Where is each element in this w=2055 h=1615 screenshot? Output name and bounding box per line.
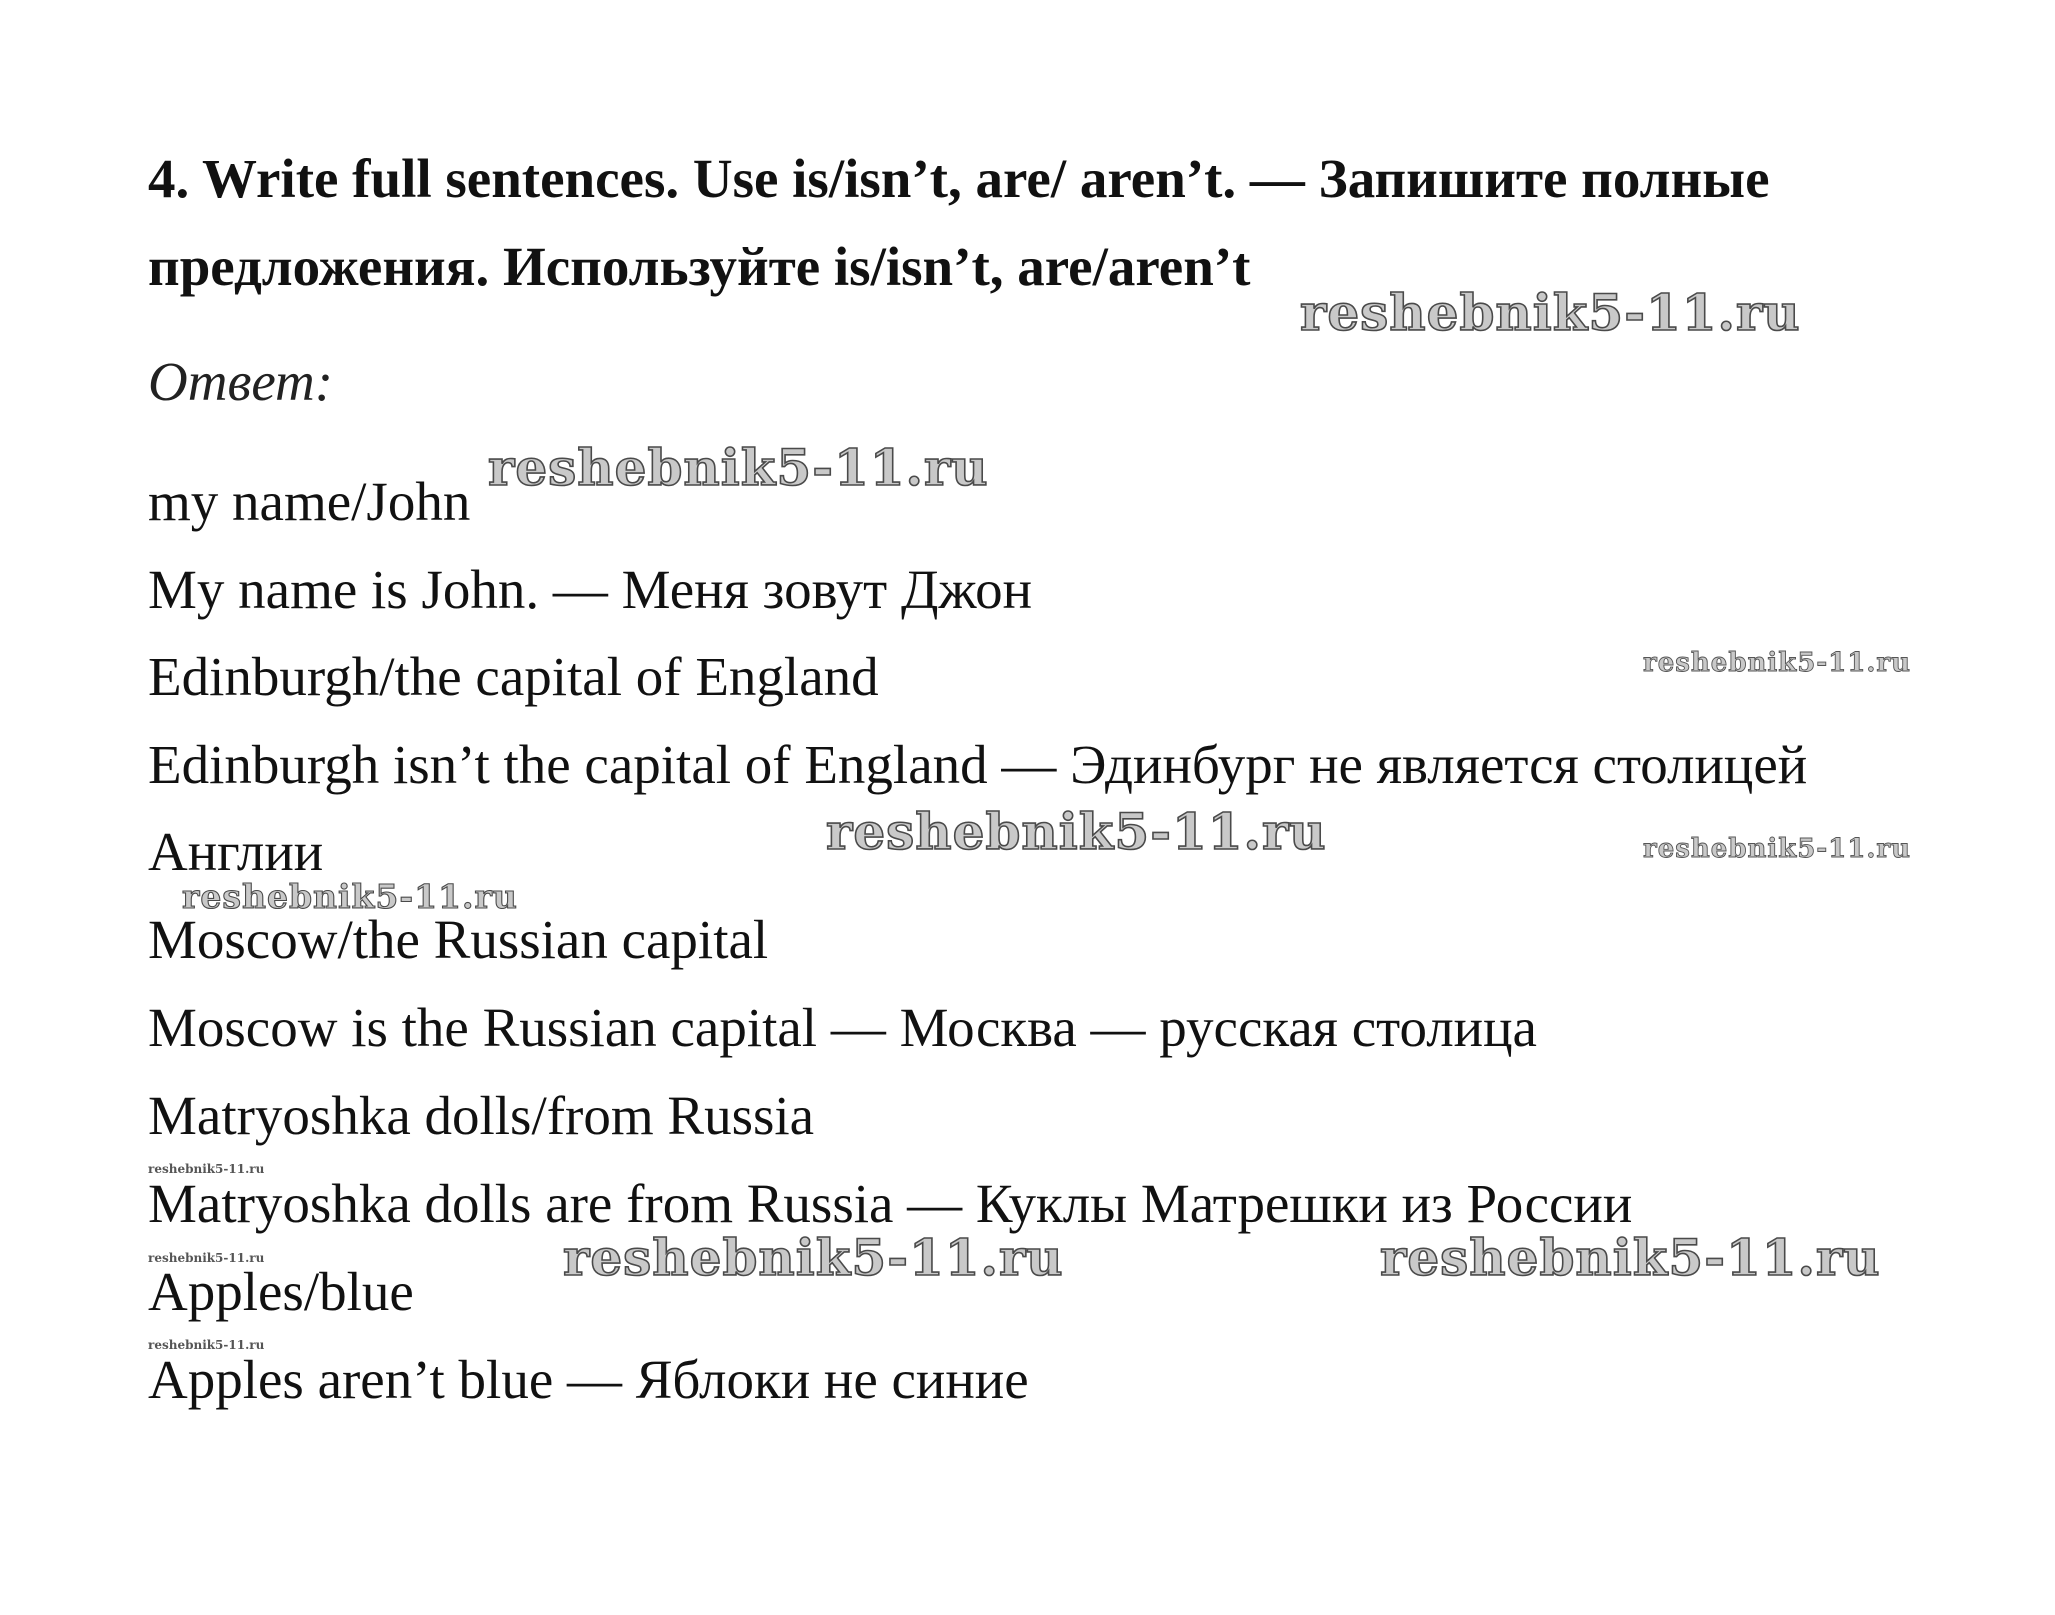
watermark: reshebnik5-11.ru <box>148 1162 265 1176</box>
exercise-answer-3: Moscow is the Russian capital — Москва — русская столица <box>148 997 1537 1058</box>
exercise-answer-1: My name is John. — Меня зовут Джон <box>148 559 1033 620</box>
answer-label: Ответ: <box>148 351 334 412</box>
exercise-prompt-1: my name/John <box>148 471 471 532</box>
watermark: reshebnik5-11.ru <box>1643 648 1912 678</box>
watermark: reshebnik5-11.ru <box>1643 834 1912 864</box>
exercise-answer-2: Edinburgh isn’t the capital of England — Эдинбург не является столицей <box>148 734 1808 795</box>
exercise-answer-4: Matryoshka dolls are from Russia — Куклы Матрешки из России <box>148 1173 1633 1234</box>
watermark: reshebnik5-11.ru <box>488 438 989 497</box>
watermark: reshebnik5-11.ru <box>563 1228 1064 1287</box>
exercise-answer-2-continued: Англии <box>148 821 324 882</box>
exercise-prompt-4: Matryoshka dolls/from Russia <box>148 1085 815 1146</box>
exercise-prompt-3: Moscow/the Russian capital <box>148 909 769 970</box>
watermark: reshebnik5-11.ru <box>182 877 518 916</box>
watermark: reshebnik5-11.ru <box>826 802 1327 861</box>
exercise-prompt-5: Apples/blue <box>148 1261 414 1322</box>
task-title: 4. Write full sentences. Use is/isn’t, are/ aren’t. — Запишите полные предложения. Используйте is/isn’t, are/aren’t <box>148 148 1770 297</box>
exercise-answer-5: Apples aren’t blue — Яблоки не синие <box>148 1349 1029 1410</box>
watermark: reshebnik5-11.ru <box>148 1338 265 1352</box>
watermark: reshebnik5-11.ru <box>1300 283 1801 342</box>
watermark: reshebnik5-11.ru <box>148 1251 265 1265</box>
watermark: reshebnik5-11.ru <box>1380 1228 1881 1287</box>
exercise-prompt-2: Edinburgh/the capital of England <box>148 646 879 707</box>
